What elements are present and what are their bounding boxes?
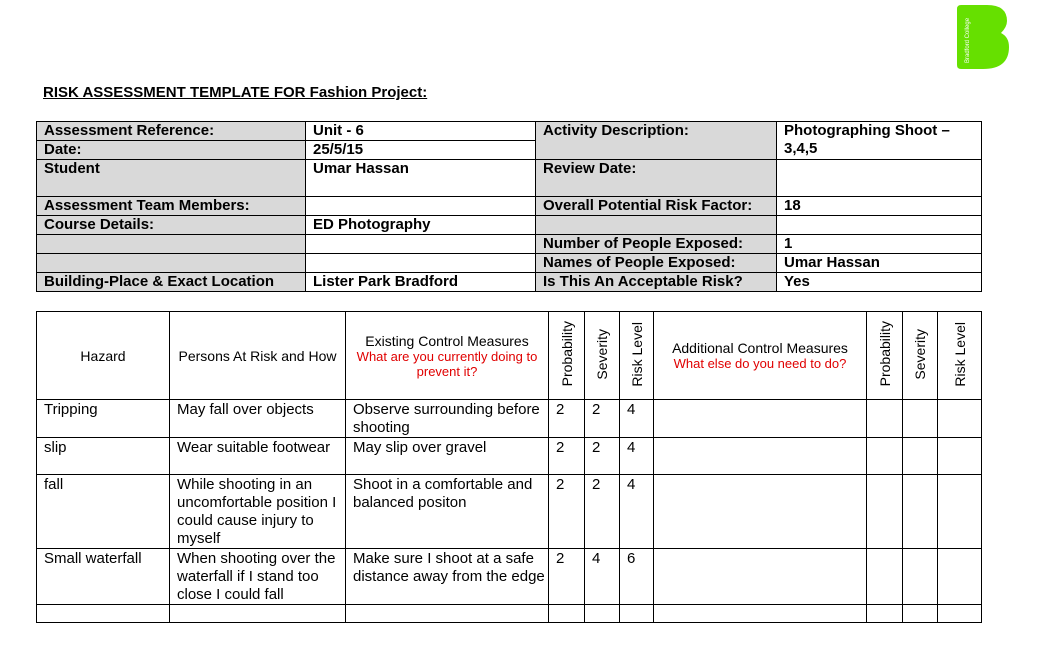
header-severity-2	[903, 312, 938, 400]
additional-cell	[654, 475, 867, 549]
header-hazard: Hazard	[37, 312, 170, 400]
student-value: Umar Hassan	[306, 160, 536, 197]
team-members-value	[306, 197, 536, 216]
probability-cell: 2	[549, 400, 585, 438]
probability-2-cell	[867, 438, 903, 475]
hazard-cell: slip	[37, 438, 170, 475]
additional-controls-subtitle: What else do you need to do?	[673, 356, 847, 371]
severity-2-cell	[903, 605, 938, 623]
severity-cell: 4	[585, 549, 620, 605]
persons-cell: May fall over objects	[170, 400, 346, 438]
assessment-reference-value: Unit - 6	[306, 122, 536, 141]
table-row	[37, 400, 982, 438]
course-details-label: Course Details:	[37, 216, 306, 235]
info-empty-cell	[37, 254, 306, 273]
info-empty-cell	[306, 235, 536, 254]
additional-controls-title: Additional Control Measures	[672, 340, 848, 356]
severity-2-cell	[903, 475, 938, 549]
activity-description-value: Photographing Shoot – 3,4,5	[777, 122, 982, 160]
additional-cell	[654, 400, 867, 438]
severity-cell	[585, 605, 620, 623]
risk-level-label-2: Risk Level	[951, 321, 968, 387]
risk-level-cell	[620, 605, 654, 623]
table-row	[37, 549, 982, 605]
risk-level-label: Risk Level	[628, 321, 645, 387]
additional-cell	[654, 438, 867, 475]
probability-2-cell	[867, 549, 903, 605]
location-label: Building-Place & Exact Location	[37, 273, 306, 292]
assessment-info-table	[36, 121, 982, 292]
info-empty-cell	[306, 254, 536, 273]
names-exposed-value: Umar Hassan	[777, 254, 982, 273]
persons-cell: While shooting in an uncomfortable position I could cause injury to myself	[170, 475, 346, 549]
probability-cell: 2	[549, 475, 585, 549]
existing-cell	[346, 605, 549, 623]
severity-cell: 2	[585, 438, 620, 475]
persons-cell: Wear suitable footwear	[170, 438, 346, 475]
risk-level-2-cell	[938, 475, 982, 549]
additional-cell	[654, 605, 867, 623]
probability-2-cell	[867, 400, 903, 438]
severity-cell: 2	[585, 400, 620, 438]
severity-label-2: Severity	[912, 328, 928, 380]
probability-cell	[549, 605, 585, 623]
probability-2-cell	[867, 605, 903, 623]
header-risk-level-2	[938, 312, 982, 400]
severity-cell: 2	[585, 475, 620, 549]
hazard-cell: fall	[37, 475, 170, 549]
existing-controls-title: Existing Control Measures	[365, 332, 529, 349]
risk-level-cell: 6	[620, 549, 654, 605]
team-members-label: Assessment Team Members:	[37, 197, 306, 216]
table-row	[37, 438, 982, 475]
info-empty-cell	[37, 235, 306, 254]
info-empty-cell	[777, 216, 982, 235]
header-risk-level	[620, 312, 654, 400]
overall-risk-value: 18	[777, 197, 982, 216]
course-details-value: ED Photography	[306, 216, 536, 235]
hazard-table	[36, 311, 982, 623]
risk-level-2-cell	[938, 605, 982, 623]
risk-level-2-cell	[938, 400, 982, 438]
people-exposed-label: Number of People Exposed:	[536, 235, 777, 254]
existing-cell: May slip over gravel	[346, 438, 549, 475]
header-persons-at-risk: Persons At Risk and How	[170, 312, 346, 400]
header-probability-2	[867, 312, 903, 400]
probability-cell: 2	[549, 549, 585, 605]
review-date-label: Review Date:	[536, 160, 777, 197]
acceptable-risk-value: Yes	[777, 273, 982, 292]
date-value: 25/5/15	[306, 141, 536, 160]
severity-2-cell	[903, 400, 938, 438]
table-row	[37, 475, 982, 549]
probability-cell: 2	[549, 438, 585, 475]
names-exposed-label: Names of People Exposed:	[536, 254, 777, 273]
hazard-cell	[37, 605, 170, 623]
people-exposed-value: 1	[777, 235, 982, 254]
severity-label: Severity	[594, 328, 610, 380]
probability-label-2: Probability	[876, 321, 893, 387]
activity-description-label: Activity Description:	[536, 122, 777, 160]
location-value: Lister Park Bradford	[306, 273, 536, 292]
additional-cell	[654, 549, 867, 605]
severity-2-cell	[903, 549, 938, 605]
document-title: RISK ASSESSMENT TEMPLATE FOR Fashion Project:	[43, 84, 428, 101]
header-severity	[585, 312, 620, 400]
header-existing-controls	[346, 312, 549, 400]
persons-cell	[170, 605, 346, 623]
severity-2-cell	[903, 438, 938, 475]
risk-level-2-cell	[938, 549, 982, 605]
header-additional-controls	[654, 312, 867, 400]
probability-2-cell	[867, 475, 903, 549]
hazard-cell: Tripping	[37, 400, 170, 438]
risk-level-cell: 4	[620, 400, 654, 438]
acceptable-risk-label: Is This An Acceptable Risk?	[536, 273, 777, 292]
table-row	[37, 605, 982, 623]
risk-level-cell: 4	[620, 438, 654, 475]
probability-label: Probability	[558, 321, 575, 387]
existing-cell: Observe surrounding before shooting	[346, 400, 549, 438]
existing-cell: Make sure I shoot at a safe distance away from the edge	[346, 549, 549, 605]
assessment-reference-label: Assessment Reference:	[37, 122, 306, 141]
risk-level-cell: 4	[620, 475, 654, 549]
hazard-table-header	[37, 312, 982, 400]
existing-cell: Shoot in a comfortable and balanced positon	[346, 475, 549, 549]
info-empty-cell	[536, 216, 777, 235]
persons-cell: When shooting over the waterfall if I stand too close I could fall	[170, 549, 346, 605]
bradford-college-logo	[957, 3, 1009, 69]
existing-controls-subtitle: What are you currently doing to prevent it?	[356, 348, 538, 379]
student-label: Student	[37, 160, 306, 197]
review-date-value	[777, 160, 982, 197]
header-probability	[549, 312, 585, 400]
overall-risk-label: Overall Potential Risk Factor:	[536, 197, 777, 216]
hazard-cell: Small waterfall	[37, 549, 170, 605]
date-label: Date:	[37, 141, 306, 160]
risk-level-2-cell	[938, 438, 982, 475]
logo-text: Bradford College	[965, 17, 971, 63]
